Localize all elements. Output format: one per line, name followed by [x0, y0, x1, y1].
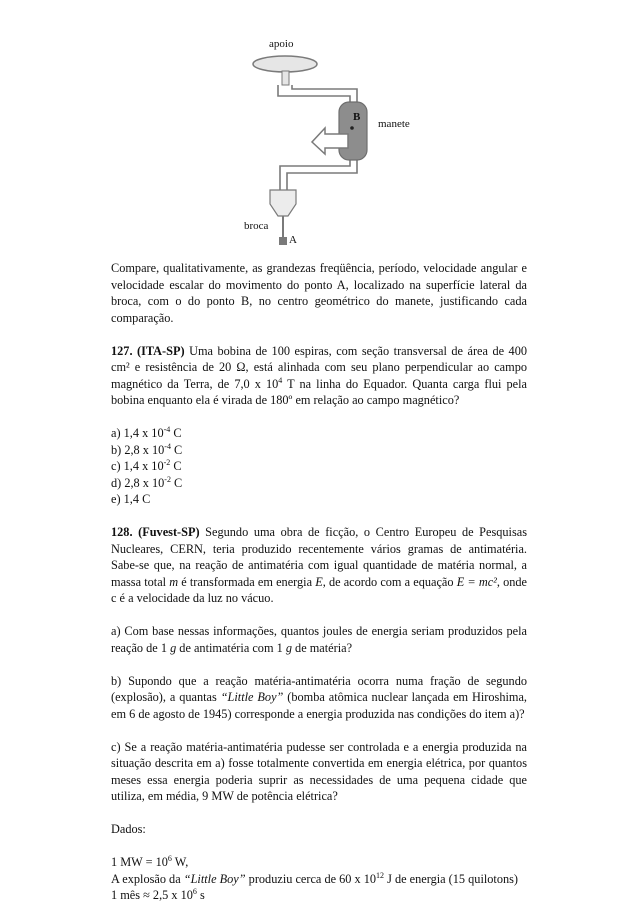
dados-2-text-3: J de energia (15 quilotons)	[384, 871, 519, 886]
label-broca: broca	[244, 220, 269, 232]
question-128	[111, 524, 527, 607]
q128-text-2: é transformada em energia	[178, 574, 316, 589]
q128-energy-symbol: E	[315, 574, 323, 589]
dados-2-little-boy: “Little Boy”	[183, 871, 246, 886]
q127-option-b	[111, 442, 527, 459]
text-body	[111, 260, 527, 904]
option-a-unit: C	[170, 426, 182, 440]
q127-option-d	[111, 475, 527, 492]
item-a-unit-2: g	[285, 640, 292, 655]
label-point-a: A	[289, 234, 297, 246]
option-c-unit: C	[170, 459, 182, 473]
option-d-base: d) 2,8 x 10	[111, 475, 165, 490]
q128-item-b	[111, 673, 527, 723]
q128-equation: E = mc²	[456, 574, 497, 589]
option-c-exp: -2	[163, 458, 171, 467]
dados-2-text-2: produziu cerca de 60 x 10	[245, 871, 377, 886]
hand-drill-diagram	[200, 34, 460, 252]
q127-text-a: Uma bobina de 100 espiras, com seção transversal de área de 400 cm² e resistência de 20 Ω, está alinhada com seu plano perpendicular ao campo magnético da Terra, de 7,0 x 10	[111, 343, 528, 391]
q128-text-4: , onde c é a velocidade da luz no vácuo.	[111, 574, 527, 605]
dados-line-3	[111, 887, 527, 904]
option-d-exp: -2	[164, 474, 171, 484]
item-b-text-1: b) Supondo que a reação matéria-antimatéria ocorra numa fração de segundo (explosão), a quantas	[111, 673, 527, 704]
item-a-unit-1: g	[170, 640, 177, 655]
dados-2-exp: 12	[376, 870, 385, 880]
dados-1-exp: 6	[167, 854, 172, 863]
item-a-text-2: de antimatéria com 1	[176, 640, 286, 655]
label-apoio: apoio	[269, 38, 294, 50]
support-disk	[253, 56, 317, 72]
q128-item-a	[111, 623, 527, 656]
label-point-b: B	[353, 111, 361, 123]
intro-paragraph: Compare, qualitativamente, as grandezas freqüência, período, velocidade angular e velocidade escalar do movimento do ponto A, localizado na superfície lateral da broca, com o do ponto B, no centro geométrico do manete, justificando cada comparação.	[111, 261, 527, 325]
q127-options	[111, 425, 527, 508]
q127-option-e	[111, 491, 527, 508]
dados-1-base: 1 MW = 10	[111, 855, 168, 869]
q127-exponent: 4	[278, 375, 283, 385]
q127-text-b: T na linha do Equador. Quanta carga flui pela bobina enquanto ela é virada de 180º em relação ao campo magnético?	[111, 376, 527, 407]
support-stem	[282, 71, 289, 85]
dados-line-1	[111, 854, 527, 871]
hand-drill-figure	[200, 34, 460, 252]
q128-heading: 128. (Fuvest-SP)	[111, 525, 200, 539]
dados-3-base: 1 mês ≈ 2,5 x 10	[111, 888, 193, 902]
q128-mass-symbol: m	[169, 574, 179, 589]
option-a-base: a) 1,4 x 10	[111, 426, 164, 440]
dados-3-unit: s	[196, 888, 205, 902]
item-a-text-3: de matéria?	[291, 640, 353, 655]
q128-text-1: Segundo uma obra de ficção, o Centro Europeu de Pesquisas Nucleares, CERN, teria produzido recentemente vários gramas de antimatéria. Sabe-se que, na reação de antimatéria com igual quantidade de matéria normal, a massa total	[111, 525, 527, 589]
option-b-base: b) 2,8 x 10	[111, 442, 165, 457]
question-127	[111, 343, 527, 409]
dados-2-text-1: A explosão da	[111, 871, 184, 886]
drill-chuck	[270, 190, 296, 216]
drill-tip	[279, 237, 287, 245]
option-e-base: e) 1,4 C	[111, 492, 151, 506]
q128-text-3: , de acordo com a equação	[322, 574, 457, 589]
point-b-dot	[350, 126, 354, 130]
dados-line-2	[111, 871, 527, 888]
dados-label: Dados:	[111, 822, 146, 836]
dados-3-exp: 6	[192, 887, 197, 896]
q127-option-a	[111, 425, 527, 442]
q127-option-c	[111, 458, 527, 475]
q128-item-c: c) Se a reação matéria-antimatéria pudesse ser controlada e a energia produzida na situação descrita em a) fosse totalmente convertida em energia elétrica, por quantos meses essa energia poderia suprir as necessidades de uma pequena cidade que utiliza, em média, 9 MW de potência elétrica?	[111, 739, 527, 803]
dados-1-unit: W,	[171, 855, 189, 869]
label-manete: manete	[378, 118, 410, 130]
q127-heading: 127. (ITA-SP)	[111, 343, 185, 358]
option-b-unit: C	[170, 442, 183, 457]
item-b-text-2: (bomba atômica nuclear lançada em Hiroshima, em 6 de agosto de 1945) corresponde a energia produzida nas condições do item a)?	[111, 690, 527, 721]
option-d-unit: C	[170, 475, 183, 490]
item-a-text-1: a) Com base nessas informações, quantos joules de energia seriam produzidos pela reação de 1	[111, 624, 527, 655]
item-b-little-boy: “Little Boy”	[220, 690, 284, 704]
option-a-exp: -4	[163, 425, 171, 434]
option-c-base: c) 1,4 x 10	[111, 459, 164, 473]
option-b-exp: -4	[164, 441, 171, 451]
